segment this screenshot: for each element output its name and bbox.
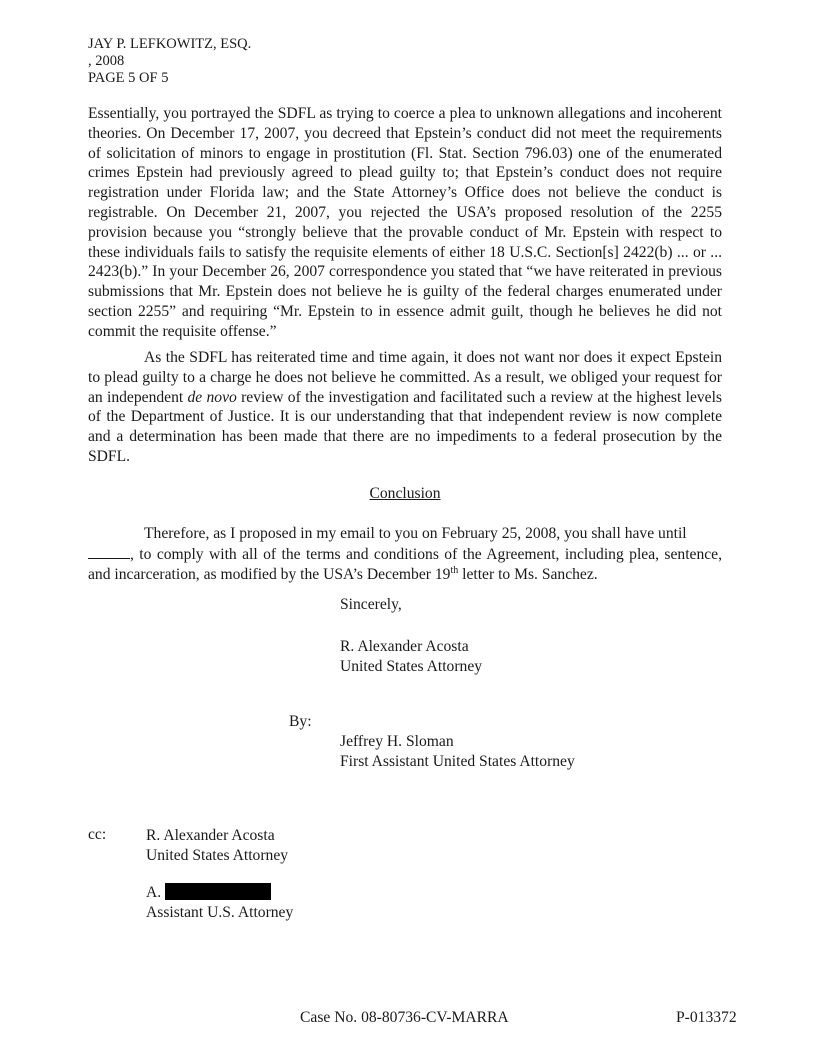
attorney-title: United States Attorney (340, 658, 483, 675)
date-line: , 2008 (88, 53, 125, 69)
conclusion-heading: Conclusion (369, 485, 441, 502)
signature-block (340, 637, 482, 677)
signer-name: Jeffrey H. Sloman (340, 733, 454, 750)
recipient-initial: J (88, 36, 94, 52)
letter-header (88, 36, 251, 87)
closing-salutation: Sincerely, (340, 596, 402, 613)
cc-recipient-2-name-line (146, 883, 293, 903)
paragraph-3-end: letter to Ms. Sanchez. (458, 565, 598, 583)
signer-block (340, 732, 575, 772)
page-number: PAGE 5 OF 5 (88, 70, 169, 86)
paragraph-3-rest (88, 544, 722, 585)
paragraph-3 (88, 524, 722, 584)
cc-recipient-2-initial: A. (146, 884, 162, 901)
cc-recipient-2 (146, 883, 293, 923)
paragraph-2-text-a: As the SDFL has reiterated time and time again, it does not want nor does it expect Epstein to plead guilty to a charge he does not believe he committed. As a result, we obliged your request for an independent (88, 349, 722, 406)
paragraph-2-italic: de novo (187, 388, 237, 406)
cc-recipient-1-title: United States Attorney (146, 847, 289, 864)
bates-number: P-013372 (676, 1009, 737, 1026)
paragraph-3-text: , to comply with all of the terms and conditions of the Agreement, including plea, sentence, and incarceration, as modified by the USA’s December 19 (88, 545, 722, 583)
recipient-name: AY P. LEFKOWITZ, ESQ. (93, 36, 252, 52)
attorney-name: R. Alexander Acosta (340, 638, 469, 655)
blank-date-line (88, 544, 130, 559)
recipient-line (88, 36, 251, 53)
paragraph-1: Essentially, you portrayed the SDFL as trying to coerce a plea to unknown allegations and incoherent theories. On December 17, 2007, you decreed that Epstein’s conduct did not meet the requirements of solicitation of minors to engage in prostitution (Fl. Stat. Section 796.03) one of the enumerated crimes Epstein had previously agreed to plead guilty to; that Epstein’s conduct does not require registration under Florida law; and the State Attorney’s Office does not believe the conduct is registrable. On December 21, 2007, you rejected the USA’s proposed resolution of the 2255 provision because you “strongly believe that the provable conduct of Mr. Epstein with respect to these individuals fails to satisfy the requisite elements of either 18 U.S.C. Section[s] 2422(b) ... or ... 2423(b).” In your December 26, 2007 correspondence you stated that “we have reiterated in previous submissions that Mr. Epstein does not believe he is guilty of the federal charges enumerated under section 2255” and requiring “Mr. Epstein to in essence admit guilt, though he believes he did not commit the requisite offense.” (88, 105, 722, 340)
section-heading (88, 485, 722, 503)
case-number: Case No. 08-80736-CV-MARRA (300, 1009, 509, 1026)
paragraph-3-line-1: Therefore, as I proposed in my email to you on February 25, 2008, you shall have until (144, 525, 687, 542)
cc-recipient-2-title: Assistant U.S. Attorney (146, 904, 294, 921)
paragraph-2-text-b: review of the investigation and facilitated such a review at the highest levels of the Department of Justice. It is our understanding that that independent review is now complete and a determination has been made that there are no impediments to a federal prosecution by the SDFL. (88, 388, 722, 465)
cc-recipient-1 (146, 826, 288, 866)
by-label: By: (289, 713, 312, 730)
paragraph-2 (88, 348, 722, 467)
cc-recipient-1-name: R. Alexander Acosta (146, 827, 275, 844)
redaction-bar (165, 883, 271, 900)
signer-title: First Assistant United States Attorney (340, 753, 575, 770)
ordinal-superscript: th (450, 564, 459, 576)
cc-label: cc: (88, 826, 107, 843)
